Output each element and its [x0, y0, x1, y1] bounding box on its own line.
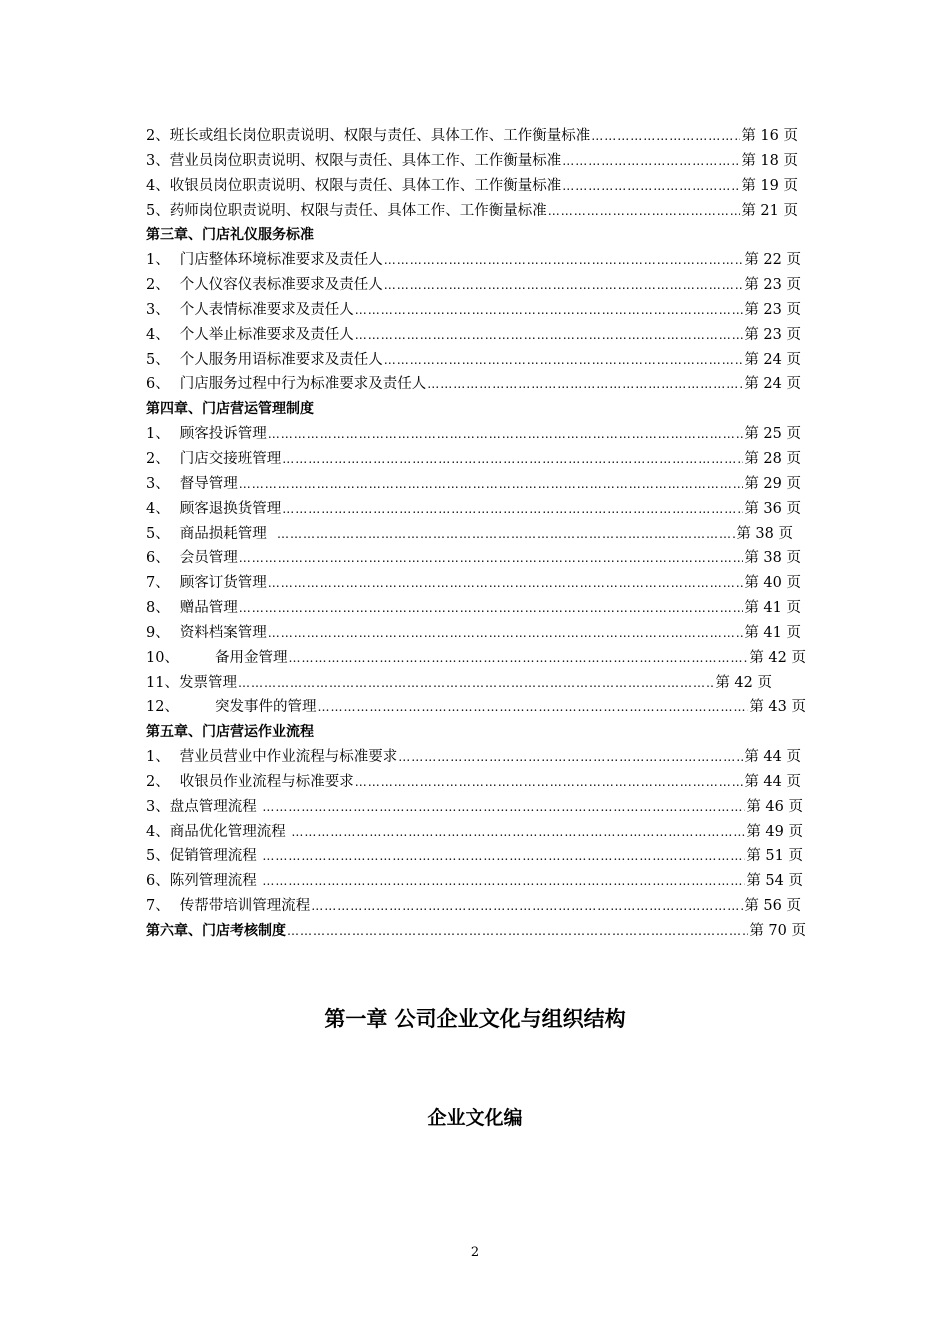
toc-chapter-label: 第四章、门店营运管理制度 [146, 401, 314, 418]
toc-page-ref: 第 18 页 [741, 152, 798, 169]
toc-entry-label [146, 372, 426, 397]
toc-page-ref: 第 19 页 [741, 177, 798, 194]
toc-entry [146, 124, 798, 149]
toc-entry-title: 顾客投诉管理 [179, 426, 267, 443]
toc-page-ref: 第 24 页 [744, 376, 801, 393]
toc-entry-title: 陈列管理流程 [169, 873, 262, 890]
toc-page-ref: 第 40 页 [744, 575, 801, 592]
chapter-heading: 第一章 公司企业文化与组织结构 [324, 1007, 626, 1031]
toc-page-ref: 第 44 页 [744, 749, 801, 766]
toc-entry-title: 药师岗位职责说明、权限与责任、具体工作、工作衡量标准 [169, 202, 547, 219]
toc-page-ref: 第 56 页 [744, 898, 801, 915]
toc-entry-title: 班长或组长岗位职责说明、权限与责任、具体工作、工作衡量标准 [169, 128, 591, 144]
toc-entry [146, 646, 806, 671]
toc-page-ref: 第 54 页 [746, 873, 803, 890]
toc-dot-leader [282, 447, 743, 472]
toc-dot-leader [239, 472, 744, 497]
toc-entry [146, 571, 801, 596]
toc-dot-leader [268, 422, 744, 447]
toc-chapter-heading [146, 223, 808, 248]
toc-entry [146, 174, 798, 199]
toc-entry [146, 844, 803, 869]
toc-dot-leader [287, 919, 748, 944]
toc-entry [146, 820, 803, 845]
toc-entry-label [146, 894, 310, 919]
toc-entry [146, 695, 806, 720]
toc-entry-number: 5、 [146, 351, 170, 368]
toc-dot-leader [562, 149, 740, 174]
toc-page-ref: 第 38 页 [736, 525, 793, 542]
toc-dot-leader [239, 546, 744, 571]
toc-entry-label [146, 348, 383, 373]
toc-dot-leader [262, 844, 745, 869]
toc-entry-title: 发票管理 [178, 674, 237, 691]
toc-page-ref: 第 36 页 [744, 500, 801, 517]
toc-entry-title: 商品优化管理流程 [169, 823, 291, 840]
toc-entry-number: 4、 [146, 177, 170, 194]
toc-entry-title: 门店交接班管理 [179, 450, 282, 467]
toc-dot-leader [262, 869, 745, 894]
toc-entry-number: 6、 [146, 550, 170, 567]
toc-entry-number: 5、 [146, 525, 170, 542]
toc-entry-number: 5、 [146, 848, 170, 865]
toc-entry [146, 894, 801, 919]
toc-entry [146, 149, 798, 174]
toc-dot-leader [311, 894, 743, 919]
toc-entry [146, 422, 801, 447]
toc-entry [146, 298, 801, 323]
toc-entry-label [146, 298, 354, 323]
toc-entry-title: 个人服务用语标准要求及责任人 [179, 351, 383, 368]
toc-entry-title: 督导管理 [179, 475, 238, 492]
toc-page-ref: 第 23 页 [744, 326, 801, 343]
toc-page-ref: 第 38 页 [744, 550, 801, 567]
toc-entry-label [146, 596, 238, 621]
toc-entry-number: 5、 [146, 202, 170, 219]
toc-entry [146, 348, 801, 373]
toc-chapter-label: 第三章、门店礼仪服务标准 [146, 227, 314, 244]
toc-chapter-heading [146, 397, 808, 422]
toc-entry-label [146, 770, 354, 795]
toc-entry-number: 8、 [146, 600, 170, 617]
toc-entry-title: 顾客退换货管理 [179, 500, 282, 517]
toc-entry-label [146, 646, 287, 671]
toc-entry-title: 个人表情标准要求及责任人 [179, 301, 354, 318]
toc-entry-number: 2、 [146, 128, 170, 144]
toc-dot-leader [262, 795, 745, 820]
toc-entry-label [146, 149, 561, 174]
toc-entry-number: 9、 [146, 624, 170, 641]
toc-entry-label [146, 422, 267, 447]
toc-entry [146, 621, 801, 646]
toc-entry-label [146, 174, 561, 199]
toc-page-ref: 第 51 页 [746, 848, 803, 865]
toc-dot-leader [384, 348, 744, 373]
toc-entry-label [146, 869, 261, 894]
page-number: 2 [470, 1245, 480, 1260]
toc-entry [146, 522, 793, 547]
toc-entry-number: 2、 [146, 773, 170, 790]
toc-dot-leader [277, 522, 735, 547]
toc-entry-label [146, 472, 238, 497]
toc-entry-title: 个人仪容仪表标准要求及责任人 [179, 277, 383, 294]
toc-page-ref: 第 43 页 [749, 699, 806, 716]
toc-page-ref: 第 28 页 [744, 450, 801, 467]
toc-entry-label [146, 546, 238, 571]
toc-entry-title: 促销管理流程 [169, 848, 262, 865]
toc-dot-leader [355, 323, 744, 348]
toc-entry [146, 795, 803, 820]
toc-entry-number: 4、 [146, 326, 170, 343]
toc-entry-title: 营业员岗位职责说明、权限与责任、具体工作、工作衡量标准 [169, 152, 562, 169]
toc-dot-leader [384, 248, 744, 273]
toc-entry-number: 3、 [146, 475, 170, 492]
toc-dot-leader [355, 770, 744, 795]
toc-entry-label [146, 671, 237, 696]
toc-page-ref: 第 70 页 [749, 923, 806, 939]
toc-page-ref: 第 46 页 [746, 798, 803, 815]
toc-entry-title: 顾客订货管理 [179, 575, 267, 592]
toc-dot-leader [288, 646, 748, 671]
toc-entry [146, 671, 772, 696]
toc-entry-number: 2、 [146, 277, 170, 294]
toc-dot-leader [398, 745, 743, 770]
toc-entry-title: 传帮带培训管理流程 [179, 898, 311, 915]
toc-entry-number: 4、 [146, 500, 170, 517]
toc-page-ref: 第 23 页 [744, 301, 801, 318]
toc-entry [146, 273, 801, 298]
toc-entry-label [146, 795, 261, 820]
toc-entry [146, 372, 801, 397]
toc-dot-leader [282, 497, 743, 522]
toc-dot-leader [291, 820, 745, 845]
toc-page-ref: 第 22 页 [744, 252, 801, 269]
toc-entry-number: 6、 [146, 376, 170, 393]
toc-page-ref: 第 21 页 [741, 202, 798, 219]
toc-entry-label [146, 273, 383, 298]
toc-entry-title: 资料档案管理 [179, 624, 267, 641]
toc-entry [146, 472, 801, 497]
toc-entry-number: 7、 [146, 575, 170, 592]
toc-entry-number: 10、 [146, 649, 179, 666]
toc-entry-number: 4、 [146, 823, 170, 840]
toc-entry-number: 3、 [146, 152, 170, 169]
toc-entry-number: 12、 [146, 699, 179, 716]
toc-entry-title: 门店整体环境标准要求及责任人 [179, 252, 383, 269]
toc-dot-leader [427, 372, 743, 397]
toc-entry-label [146, 745, 397, 770]
toc-dot-leader [562, 174, 740, 199]
toc-entry [146, 323, 801, 348]
toc-dot-leader [591, 124, 740, 149]
toc-entry-number: 7、 [146, 898, 170, 915]
toc-entry [146, 199, 798, 224]
toc-page-ref: 第 23 页 [744, 277, 801, 294]
toc-entry-title: 营业员营业中作业流程与标准要求 [179, 749, 398, 766]
toc-page-ref: 第 42 页 [715, 674, 772, 691]
toc-entry [146, 596, 801, 621]
toc-dot-leader [355, 298, 744, 323]
toc-entry-number: 3、 [146, 301, 170, 318]
toc-page-ref: 第 44 页 [744, 773, 801, 790]
toc-chapter-heading [146, 720, 808, 745]
toc-entry-title: 备用金管理 [214, 649, 288, 666]
toc-page-ref: 第 41 页 [744, 600, 801, 617]
toc-entry-number: 11、 [146, 674, 179, 691]
toc-entry-title: 赠品管理 [179, 600, 238, 617]
toc-chapter-label: 第五章、门店营运作业流程 [146, 724, 314, 741]
toc-entry-number: 1、 [146, 252, 170, 269]
toc-entry-number: 6、 [146, 873, 170, 890]
toc-entry-label [146, 919, 286, 944]
toc-entry-label [146, 124, 590, 149]
toc-dot-leader [268, 621, 744, 646]
toc-entry-title: 收银员作业流程与标准要求 [179, 773, 354, 790]
toc-entry [146, 745, 801, 770]
toc-entry-title: 盘点管理流程 [169, 798, 262, 815]
toc-entry [146, 869, 803, 894]
toc-entry-number: 1、 [146, 426, 170, 443]
toc-dot-leader [548, 199, 741, 224]
toc-entry-label [146, 844, 261, 869]
toc-dot-leader [238, 671, 714, 696]
toc-entry [146, 497, 801, 522]
toc-entry-title: 会员管理 [179, 550, 238, 567]
toc-entry-label [146, 695, 316, 720]
toc-page-ref: 第 49 页 [746, 823, 803, 840]
toc-page-ref: 第 41 页 [744, 624, 801, 641]
toc-page-ref: 第 16 页 [741, 128, 798, 144]
toc-entry-title: 第六章、门店考核制度 [146, 923, 286, 939]
toc-entry-label [146, 497, 281, 522]
toc-entry-title: 商品损耗管理 [179, 525, 276, 542]
toc-dot-leader [317, 695, 748, 720]
toc-entry-label [146, 323, 354, 348]
toc-entry-label [146, 522, 276, 547]
toc-entry [146, 248, 801, 273]
toc-page-ref: 第 42 页 [749, 649, 806, 666]
toc-entry-label [146, 447, 281, 472]
toc-entry-label [146, 199, 547, 224]
toc-entry-label [146, 621, 267, 646]
toc-page-ref: 第 24 页 [744, 351, 801, 368]
toc-entry-title: 个人举止标准要求及责任人 [179, 326, 354, 343]
toc-entry [146, 770, 801, 795]
toc-entry-label [146, 571, 267, 596]
toc-entry-label [146, 248, 383, 273]
table-of-contents [146, 124, 808, 944]
toc-entry-title: 门店服务过程中行为标准要求及责任人 [179, 376, 427, 393]
toc-entry [146, 546, 801, 571]
toc-page-ref: 第 29 页 [744, 475, 801, 492]
toc-entry [146, 919, 806, 944]
toc-entry-number: 1、 [146, 749, 170, 766]
toc-entry-label [146, 820, 290, 845]
toc-dot-leader [384, 273, 744, 298]
toc-dot-leader [239, 596, 744, 621]
toc-entry [146, 447, 801, 472]
toc-entry-number: 3、 [146, 798, 170, 815]
toc-entry-title: 突发事件的管理 [214, 699, 317, 716]
toc-page-ref: 第 25 页 [744, 426, 801, 443]
toc-entry-number: 2、 [146, 450, 170, 467]
toc-entry-title: 收银员岗位职责说明、权限与责任、具体工作、工作衡量标准 [169, 177, 562, 194]
section-heading: 企业文化编 [427, 1107, 523, 1129]
toc-dot-leader [268, 571, 744, 596]
